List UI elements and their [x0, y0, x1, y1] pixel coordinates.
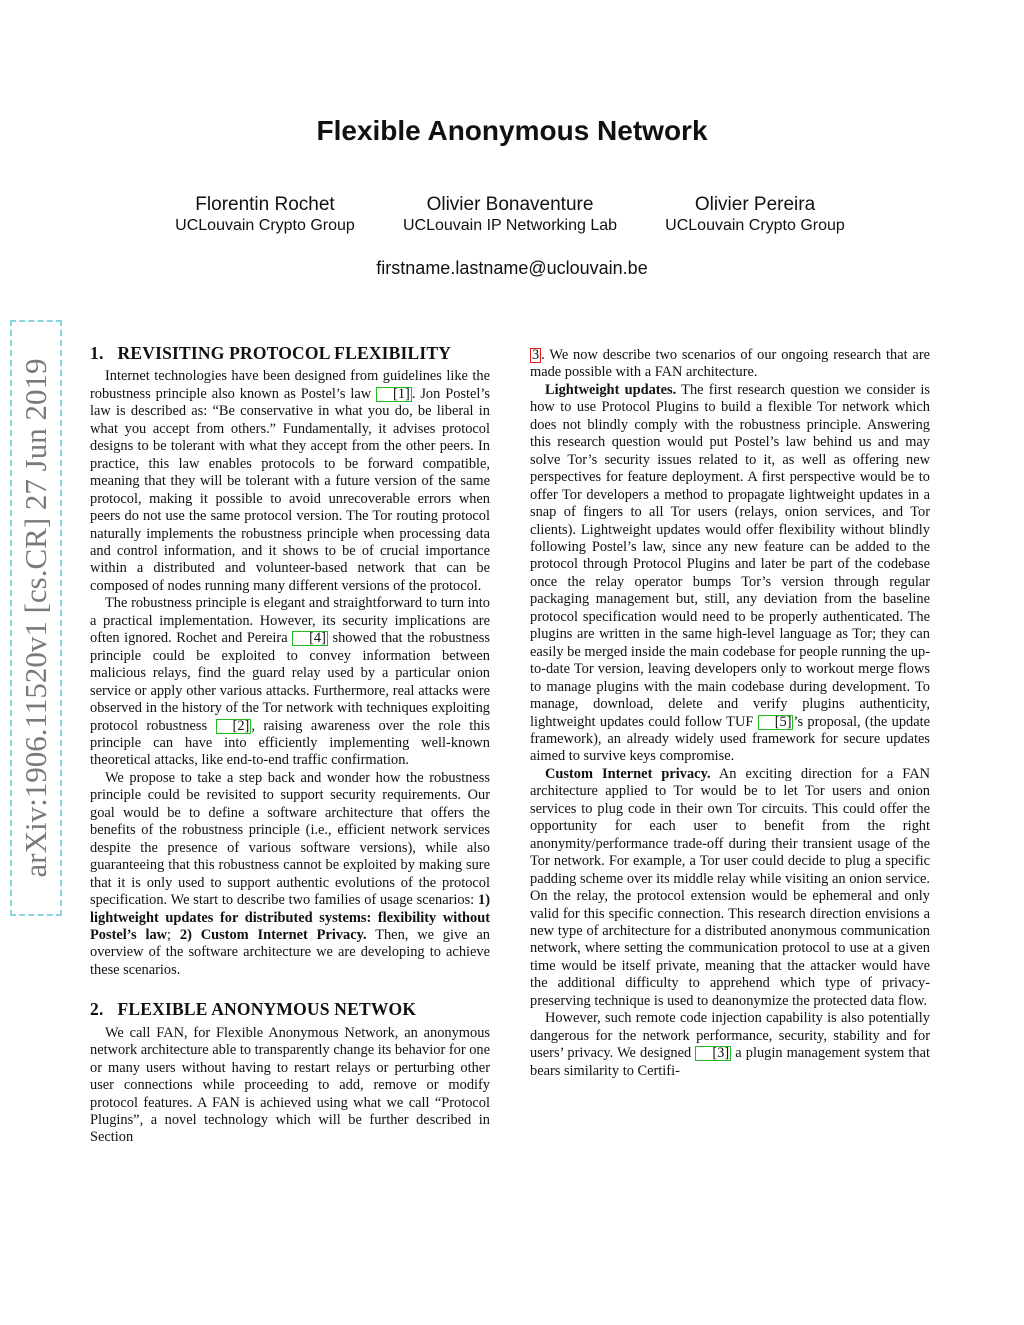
left-column	[90, 345, 490, 1147]
paragraph-text: Internet technologies have been designed from guidelines like the robustness principle also known as Postel’s law	[90, 368, 490, 402]
section-heading	[90, 345, 490, 362]
author-name: Olivier Pereira	[694, 194, 816, 215]
section-number: 1.	[90, 343, 104, 363]
paragraph-text: However, such remote code injection capability is also potentially dangerous for the network performance, security, stability and for users’ privacy. We designed	[530, 1010, 930, 1062]
author-affiliation: UCLouvain Crypto Group	[665, 217, 845, 234]
section-link[interactable]: 3	[532, 347, 540, 363]
author-name: Olivier Bonaventure	[426, 194, 594, 215]
paragraph-text: The first research question we consider is how to use Protocol Plugins to build a flexible Tor network which does not blindly comply with the robustness principle. Answering this research question would put Postel’s law behind us and may solve Tor’s security issues related to it, as well as offering new perspectives for feature deployment. A first perspective would be to offer Tor developers a method to propagate lightweight updates in a snap of fingers to all Tor users (relays, onion services, and Tor clients). Lightweight updates would offer flexibility without blindly following Postel’s law, since any new feature can be added to the protocol through Protocol Plugins and later be part of the codebase once the relay operator bumps Tor’s version through regular packaging management but, still, any deviation from the baseline protocol specification would need to be properly authenticated. The plugins are written in the same high-level language as Tor; they can easily be merged inside the main codebase for people running the up-to-date Tor version, leaving developers only to workout merge flows to manage plugins with the main codebase during development. To manage, download, delete and verify plugins authenticity, lightweight updates could follow TUF	[530, 381, 930, 730]
paragraph-text: showed that the robustness principle could be exploited to convey information between malicious relays, find the guard relay used by a particular onion service or apply other various attacks. Furthermore, real attacks were observed in the history of the Tor network with techniques exploiting protocol robustness	[90, 630, 490, 734]
author-email: firstname.lastname@uclouvain.be	[376, 258, 648, 278]
paragraph-text: ’s proposal, (the update framework), an already widely used framework for secure updates aimed to survive keys compromise.	[530, 713, 931, 765]
arxiv-identifier-stamp	[10, 320, 62, 916]
citation-link[interactable]: [1]	[376, 387, 412, 402]
paragraph	[530, 1010, 930, 1080]
paragraph-text: . Jon Postel’s law is described as: “Be conservative in what you do, be liberal in what you accept from others.” Fundamentally, it advises protocol designs to be tolerant with what they accept from the other peers. In practice, this law enables protocols to be forward compatible, meaning that they will be tolerant with a future version of the same protocol, making it possible to avoid unrecoverable errors when peers do not use the same protocol version. The Tor routing protocol naturally implements the robustness principle when processing data and control information, and it shows to be of crucial importance within a distributed and volunteer-based network that can be composed of nodes running many different versions of the protocol.	[90, 385, 490, 594]
paragraph-run-in-heading: Custom Internet privacy.	[545, 765, 711, 782]
section-heading	[90, 1001, 490, 1018]
paragraph-text: a plugin management system that bears similarity to Certifi-	[530, 1045, 930, 1079]
paragraph	[90, 595, 490, 770]
paragraph-text: An exciting direction for a FAN architecture applied to Tor would be to let Tor users and onion services to plug code in their own Tor circuits. This could offer the opportunity for each user to benefit from the right anonymity/performance trade-off during their transient usage of the Tor network. For example, a Tor user could decide to plug a specific padding scheme over its middle relay while visiting an onion service. On the relay, the protocol extension would be ephemeral and only valid for this specific connection. This research direction envisions a new type of architecture for a distributed anonymous communication network, where setting the communication protocol to use at a given time would be itself private, meaning that the attacker would have the additional difficulty to apprehend which type of privacy-preserving technique is used to deanonymize the protected data flow.	[530, 765, 930, 1009]
emphasis-text: 1) lightweight updates for distributed systems: flexibility without Postel’s law	[90, 892, 490, 943]
citation-link[interactable]: [5]	[758, 715, 794, 730]
paragraph-continuation	[530, 347, 930, 382]
paragraph	[530, 766, 930, 1010]
author-block	[160, 194, 370, 236]
author-affiliation: UCLouvain Crypto Group	[175, 217, 355, 234]
author-name: Florentin Rochet	[195, 194, 335, 215]
paper-title: Flexible Anonymous Network	[316, 115, 708, 146]
paragraph-text: ;	[167, 926, 180, 943]
author-affiliation: UCLouvain IP Networking Lab	[402, 217, 618, 234]
emphasis-text: 2) Custom Internet Privacy.	[179, 926, 367, 943]
citation-link[interactable]: [4]	[292, 631, 328, 646]
citation-link[interactable]: [2]	[216, 719, 252, 734]
section-title: FLEXIBLE ANONYMOUS NETWOK	[117, 999, 417, 1020]
section-number: 2.	[90, 999, 104, 1020]
paragraph-text: We call FAN, for Flexible Anonymous Network, an anonymous network architecture able to transparently change its behavior for one or many users without having to restart relays or perturbing other user connections while proceeding to add, remove or modify protocol features. A FAN is achieved using what we call “Protocol Plugins”, a novel technology which will be further described in Section	[90, 1024, 490, 1146]
paragraph	[90, 770, 490, 979]
paragraph-text: The robustness principle is elegant and straightforward to turn into a practical implementation. However, its security implications are often ignored. Rochet and Pereira	[90, 595, 490, 647]
paragraph-text: . We now describe two scenarios of our ongoing research that are made possible with a FAN architecture.	[530, 347, 930, 381]
right-column	[530, 347, 930, 1080]
paragraph	[90, 368, 490, 595]
paragraph-text: Then, we give an overview of the software architecture we are developing to achieve these scenarios.	[90, 926, 490, 978]
citation-link[interactable]: [3]	[695, 1046, 731, 1061]
paragraph	[530, 382, 930, 766]
section-title: REVISITING PROTOCOL FLEXIBILITY	[117, 343, 452, 363]
author-block	[385, 194, 635, 236]
arxiv-identifier: arXiv:1906.11520v1 [cs.CR] 27 Jun 2019	[18, 358, 53, 878]
paragraph-run-in-heading: Lightweight updates.	[545, 381, 677, 398]
paragraph-text: We propose to take a step back and wonder how the robustness principle could be revisited to support security requirements. Our goal would be to define a software architecture that offers the benefits of the robustness principle (i.e., efficient network services despite the presence of various software versions), while also guaranteeing that this robustness cannot be exploited by making sure that it is only used to support authentic evolutions of the protocol specification. We start to describe two families of usage scenarios:	[90, 769, 490, 909]
paragraph	[90, 1025, 490, 1147]
author-block	[650, 194, 860, 236]
paragraph-text: , raising awareness over the role this principle can have into efficiently implementing well-known theoretical attacks, like end-to-end traffic confirmation.	[90, 717, 490, 769]
